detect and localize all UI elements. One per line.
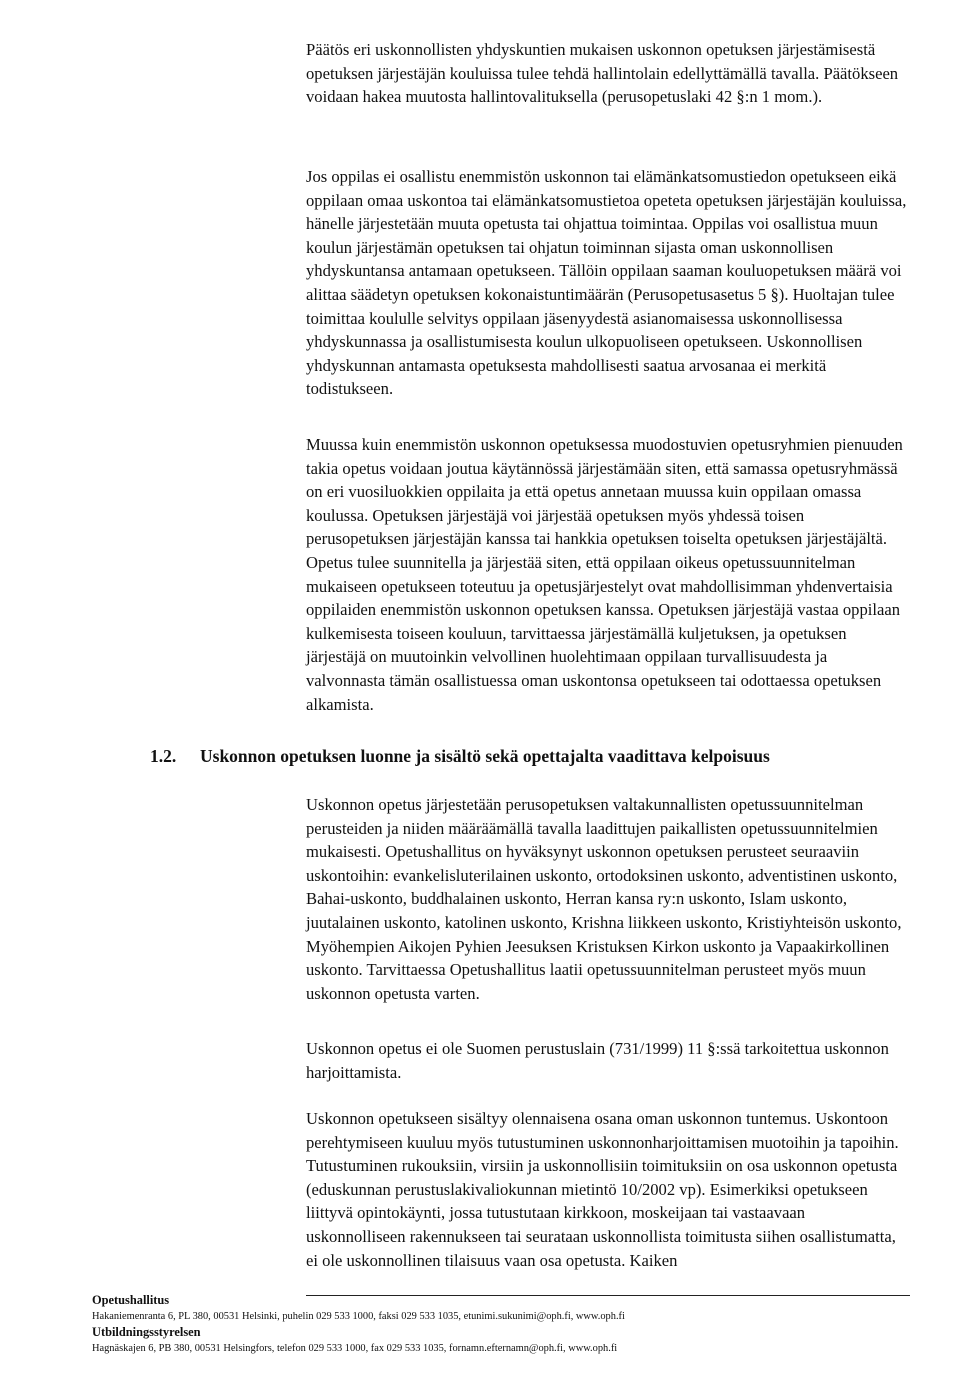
footer-address-finnish: Hakaniemenranta 6, PL 380, 00531 Helsinki, puhelin 029 533 1000, faksi 029 533 1035, etunimi.sukunimi@oph.fi, www.oph.fi [92,1311,625,1322]
footer-org-swedish: Utbildningsstyrelsen [92,1325,201,1339]
section-heading [150,744,930,768]
section-number: 1.2. [150,746,177,766]
paragraph-decision-appeal: Päätös eri uskonnollisten yhdyskuntien mukaisen uskonnon opetuksen järjestämisestä opetuksen järjestäjän kouluissa tulee tehdä hallintolain edellyttämällä tavalla. Päätökseen voidaan hakea muutosta hallintovalituksella (perusopetuslaki 42 §:n 1 mom.). [306,40,899,107]
section-title: Uskonnon opetuksen luonne ja sisältö sekä opettajalta vaadittava kelpoisuus [200,746,770,766]
paragraph-curriculum-religions: Uskonnon opetus järjestetään perusopetuksen valtakunnallisten opetussuunnitelman perusteiden ja niiden määräämällä tavalla laadittujen paikallisten opetussuunnitelmien mukaisesti. Opetushallitus on hyväksynyt uskonnon opetuksen perusteet seuraaviin uskontoihin: evankelisluterilainen uskonto, ortodoksinen uskonto, adventistinen uskonto, Bahai-uskonto, buddhalainen uskonto, Herran kansa ry:n uskonto, Islam uskonto, juutalainen uskonto, katolinen uskonto, Krishna liikkeen uskonto, Kristiyhteisön uskonto, Myöhempien Aikojen Pyhien Jeesuksen Kristuksen Kirkon uskonto ja Vapaakirkollinen uskonto. Tarvittaessa Opetushallitus laatii opetussuunnitelman perusteet myös muun uskonnon opetusta varten. [306,795,902,1003]
paragraph-constitution: Uskonnon opetus ei ole Suomen perustuslain (731/1999) 11 §:ssä tarkoitettua uskonnon harjoittamista. [306,1039,889,1082]
paragraph-group-arrangements: Muussa kuin enemmistön uskonnon opetuksessa muodostuvien opetusryhmien pienuuden takia opetus voidaan joutua käytännössä järjestämään siten, että samassa opetusryhmässä on eri vuosiluokkien oppilaita ja että opetus annetaan muussa kuin oppilaan omassa koulussa. Opetuksen järjestäjä voi järjestää opetuksen myös yhdessä toisen perusopetuksen järjestäjän kanssa tai hankkia opetuksen toiselta opetuksen järjestäjältä. Opetus tulee suunnitella ja järjestää siten, että oppilaan oikeus opetussuunnitelman mukaiseen opetukseen toteutuu ja opetusjärjestelyt ovat mahdollisimman yhdenvertaisia oppilaiden enemmistön uskonnon opetuksen kanssa. Opetuksen järjestäjä vastaa oppilaan kulkemisesta toiseen kouluun, tarvittaessa järjestämällä kuljetuksen, ja opetuksen järjestäjä on muutoinkin velvollinen huolehtimaan oppilaan turvallisuudesta ja valvonnasta tämän osallistuessa oman uskontonsa opetukseen tai odottaessa opetuksen alkamista. [306,435,903,714]
paragraph-alternative-instruction: Jos oppilas ei osallistu enemmistön uskonnon tai elämänkatsomustiedon opetukseen eikä oppilaan omaa uskontoa tai elämänkatsomustietoa opeteta opetuksen järjestäjän kouluissa, hänelle järjestetään muuta opetusta tai ohjattua toimintaa. Oppilas voi osallistua muun koulun järjestämän opetuksen tai ohjatun toiminnan sijasta oman uskonnollisen yhdyskuntansa antamaan opetukseen. Tällöin oppilaan saaman kouluopetuksen määrä voi alittaa säädetyn opetuksen kokonaistuntimäärän (Perusopetusasetus 5 §). Huoltajan tulee toimittaa koululle selvitys oppilaan jäsenyydestä asianomaisessa uskonnollisessa yhdyskunnassa ja osallistumisesta koulun ulkopuoliseen opetukseen. Uskonnollisen yhdyskunnan antamasta opetuksesta mahdollisesti saatua arvosanaa ei merkitä todistukseen. [306,167,907,399]
page-footer [92,1292,932,1356]
footer-org-finnish: Opetushallitus [92,1293,170,1307]
paragraph-religion-knowledge: Uskonnon opetukseen sisältyy olennaisena osana oman uskonnon tuntemus. Uskontoon perehtymiseen kuuluu myös tutustuminen uskonnonharjoittamisen muotoihin ja tapoihin. Tutustuminen rukouksiin, virsiin ja uskonnollisiin toimituksiin on osa uskonnon opetusta (eduskunnan perustuslakivaliokunnan mietintö 10/2002 vp). Esimerkiksi opetukseen liittyvä opintokäynti, jossa tutustutaan kirkkoon, moskeijaan tai vastaavaan uskonnolliseen rakennukseen tai seurataan uskonnollista toimitusta siihen osallistumatta, ei ole uskonnollinen tilaisuus vaan osa opetusta. Kaiken [306,1109,899,1270]
footer-address-swedish: Hagnäskajen 6, PB 380, 00531 Helsingfors, telefon 029 533 1000, fax 029 533 1035, fornamn.efternamn@oph.fi, www.oph.fi [92,1343,618,1354]
